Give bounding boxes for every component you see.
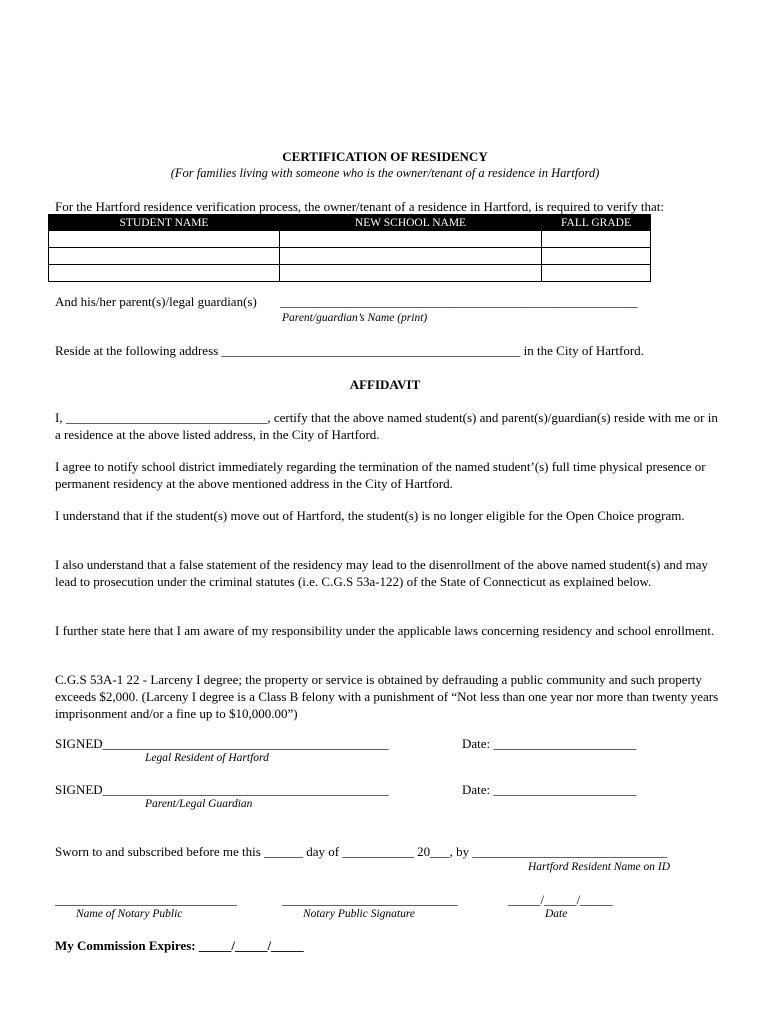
student-table	[48, 214, 651, 282]
guardian-label: And his/her parent(s)/legal guardian(s)	[55, 294, 257, 309]
fall-grade-cell[interactable]	[542, 231, 651, 248]
paragraph-larceny: C.G.S 53A-1 22 - Larceny I degree; the property or service is obtained by defrauding a public community and such property exceeds $2,000. (Larceny I degree is a Class B felony with a punishment of “Not less than one year nor more than twenty years imprisonment and/or a fine up to $10,000.00”)	[55, 672, 719, 721]
fall-grade-cell[interactable]	[542, 265, 651, 282]
notary-name-field[interactable]: ____________________________	[55, 892, 237, 907]
sworn-statement[interactable]: Sworn to and subscribed before me this ______ day of ___________ 20___, by ______________________________	[55, 844, 668, 859]
signature-guardian-caption: Parent/Legal Guardian	[145, 798, 253, 810]
paragraph-responsibility: I further state here that I am aware of my responsibility under the applicable laws concerning residency and school enrollment.	[55, 623, 715, 638]
date-resident-field[interactable]: Date: ______________________	[462, 736, 637, 751]
header-new-school-name: NEW SCHOOL NAME	[280, 215, 542, 231]
guardian-caption: Parent/guardian’s Name (print)	[282, 312, 428, 324]
paragraph-false-statement: I also understand that a false statement of the residency may lead to the disenrollment of the above named student(s) and may lead to prosecution under the criminal statutes (i.e. C.G.S 53a-122) of the State of Connecticut as explained below.	[55, 557, 709, 589]
paragraph-open-choice: I understand that if the student(s) move out of Hartford, the student(s) is no longer eligible for the Open Choice program.	[55, 508, 685, 523]
student-name-cell[interactable]	[49, 265, 280, 282]
signature-resident-field[interactable]: SIGNED____________________________________________	[55, 736, 389, 751]
header-student-name: STUDENT NAME	[49, 215, 280, 231]
notary-name-caption: Name of Notary Public	[76, 908, 183, 920]
table-row	[49, 231, 651, 248]
affidavit-title: AFFIDAVIT	[349, 377, 421, 392]
table-row	[49, 248, 651, 265]
paragraph-notify: I agree to notify school district immediately regarding the termination of the named student’(s) full time physical presence or permanent residency at the above mentioned address in the City of Hartford.	[55, 459, 706, 491]
signature-resident-caption: Legal Resident of Hartford	[145, 752, 269, 764]
notary-date-caption: Date	[545, 908, 568, 920]
student-name-cell[interactable]	[49, 248, 280, 265]
notary-signature-caption: Notary Public Signature	[303, 908, 416, 920]
fall-grade-cell[interactable]	[542, 248, 651, 265]
signature-guardian-field[interactable]: SIGNED____________________________________________	[55, 782, 389, 797]
resident-name-caption: Hartford Resident Name on ID	[528, 861, 671, 873]
document-title: CERTIFICATION OF RESIDENCY	[282, 149, 488, 164]
school-name-cell[interactable]	[280, 265, 542, 282]
address-line[interactable]: Reside at the following address ______________________________________________ in the City of Hartford.	[55, 343, 644, 358]
date-guardian-field[interactable]: Date: ______________________	[462, 782, 637, 797]
guardian-name-field[interactable]: _______________________________________________________	[280, 294, 638, 309]
table-row	[49, 265, 651, 282]
student-name-cell[interactable]	[49, 231, 280, 248]
notary-date-field[interactable]: _____/_____/_____	[508, 892, 613, 907]
school-name-cell[interactable]	[280, 248, 542, 265]
header-fall-grade: FALL GRADE	[542, 215, 651, 231]
table-header-row	[49, 215, 651, 231]
commission-expires[interactable]: My Commission Expires: _____/_____/_____	[55, 938, 304, 953]
paragraph-certify: I, _______________________________, certify that the above named student(s) and parent(s)/guardian(s) reside with me or in a residence at the above listed address, in the City of Hartford.	[55, 410, 718, 442]
document-subtitle: (For families living with someone who is the owner/tenant of a residence in Hartford)	[170, 166, 600, 180]
notary-signature-field[interactable]: ___________________________	[282, 892, 458, 907]
school-name-cell[interactable]	[280, 231, 542, 248]
intro-text: For the Hartford residence verification process, the owner/tenant of a residence in Hartford, is required to verify that:	[55, 199, 664, 214]
